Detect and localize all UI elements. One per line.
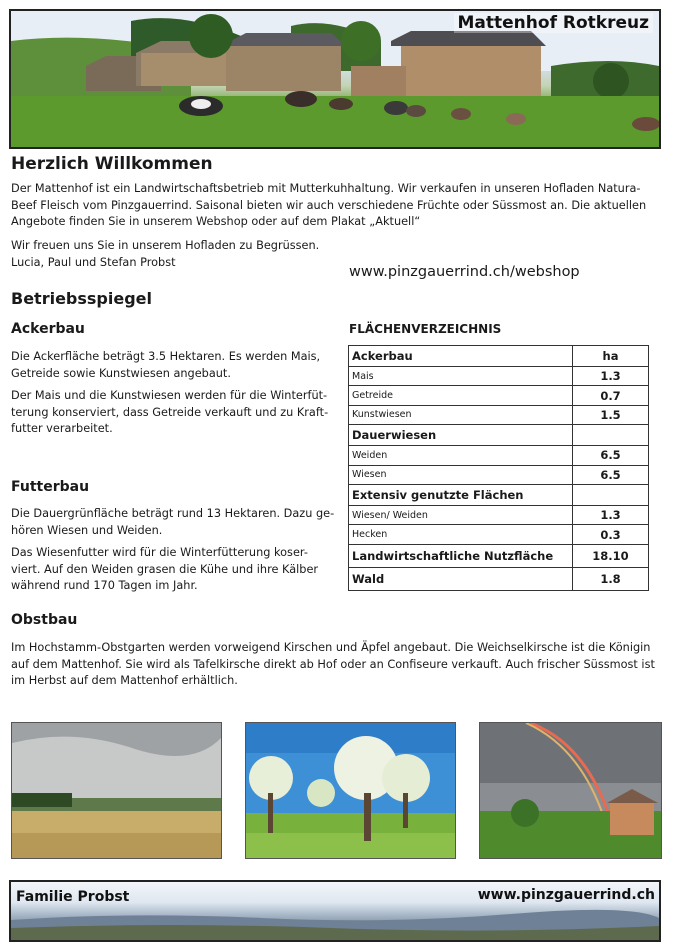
ackerbau-heading: Ackerbau: [11, 321, 85, 337]
greeting-signature: Lucia, Paul und Stefan Probst: [11, 255, 176, 269]
ackerbau-line: Getreide sowie Kunstwiesen angebaut.: [11, 366, 231, 380]
row-value: 18.10: [573, 544, 649, 567]
table-total-row: [349, 544, 649, 567]
table-row: [349, 525, 649, 544]
obstbau-text: [11, 640, 661, 690]
row-label: Wiesen: [349, 465, 573, 484]
intro-line: Angebote finden Sie in unserem Webshop oder auf dem Plakat „Aktuell“: [11, 215, 421, 228]
obstbau-line: Im Hochstamm-Obstgarten werden vorweigend Kirschen und Äpfel angebaut. Die Weichselkirsche ist die Königin: [11, 641, 651, 654]
betriebsspiegel-heading: Betriebsspiegel: [11, 289, 152, 308]
ackerbau-line: Die Ackerfläche beträgt 3.5 Hektaren. Es werden Mais,: [11, 350, 321, 363]
row-value: 1.3: [573, 367, 649, 386]
futterbau-line: viert. Auf den Weiden grasen die Kühe und ihre Kälber: [11, 562, 319, 576]
ackerbau-text: [11, 349, 341, 438]
futterbau-heading: Futterbau: [11, 479, 90, 495]
footer-url[interactable]: www.pinzgauerrind.ch: [477, 887, 655, 903]
row-label: Kunstwiesen: [349, 405, 573, 424]
row-value: 0.3: [573, 525, 649, 544]
header-banner: [9, 9, 661, 149]
table-header-row: [349, 346, 649, 367]
row-value: 6.5: [573, 446, 649, 465]
table-row: [349, 405, 649, 424]
row-label: Wiesen/ Weiden: [349, 505, 573, 524]
row-label: Dauerwiesen: [349, 425, 573, 446]
site-title: Mattenhof Rotkreuz: [454, 13, 653, 33]
table-row: [349, 446, 649, 465]
wheat-field-photo-icon: [11, 722, 222, 859]
table-row: [349, 465, 649, 484]
intro-paragraph: [11, 181, 661, 231]
row-value: [573, 484, 649, 505]
ackerbau-line: terung konserviert, dass Getreide verkauft und zu Kraft-: [11, 405, 329, 419]
webshop-link[interactable]: www.pinzgauerrind.ch/webshop: [349, 264, 580, 280]
rainbow-photo-icon: [479, 722, 662, 859]
row-value: 1.3: [573, 505, 649, 524]
intro-line: Der Mattenhof ist ein Landwirtschaftsbetrieb mit Mutterkuhhaltung. Wir verkaufen in unseren Hofladen Natura-: [11, 182, 641, 195]
row-value: 1.8: [573, 567, 649, 590]
footer-banner: [9, 880, 661, 942]
row-label: Mais: [349, 367, 573, 386]
welcome-heading: Herzlich Willkommen: [11, 154, 213, 174]
table-total-row: [349, 567, 649, 590]
intro-line: Beef Fleisch vom Pinzgauerrind. Saisonal bieten wir auch verschiedene Früchte oder Süssmost an. Die aktuellen: [11, 198, 647, 212]
row-label: Getreide: [349, 386, 573, 405]
row-value: [573, 425, 649, 446]
table-group-row: [349, 425, 649, 446]
futterbau-line: während rund 170 Tagen im Jahr.: [11, 579, 198, 592]
table-header-unit: ha: [573, 346, 649, 367]
footer-name: Familie Probst: [16, 889, 130, 905]
ackerbau-line: futter verarbeitet.: [11, 422, 113, 435]
flaechen-heading: FLÄCHENVERZEICHNIS: [349, 322, 502, 336]
row-label: Extensiv genutzte Flächen: [349, 484, 573, 505]
row-label: Wald: [349, 567, 573, 590]
row-label: Weiden: [349, 446, 573, 465]
futterbau-line: hören Wiesen und Weiden.: [11, 523, 163, 537]
futterbau-line: Die Dauergrünfläche beträgt rund 13 Hektaren. Dazu ge-: [11, 507, 335, 520]
obstbau-heading: Obstbau: [11, 612, 78, 628]
futterbau-text: [11, 506, 341, 595]
futterbau-line: Das Wiesenfutter wird für die Winterfütterung koser-: [11, 546, 308, 559]
ackerbau-line: Der Mais und die Kunstwiesen werden für die Winterfüt-: [11, 389, 328, 402]
table-group-row: [349, 484, 649, 505]
row-label: Hecken: [349, 525, 573, 544]
flaechen-table: [348, 345, 649, 591]
greeting-line: Wir freuen uns Sie in unserem Hofladen zu Begrüssen.: [11, 239, 320, 252]
obstbau-line: im Herbst auf dem Mattenhof erhältlich.: [11, 674, 238, 687]
row-value: 6.5: [573, 465, 649, 484]
table-row: [349, 505, 649, 524]
greeting: [11, 238, 351, 271]
obstbau-line: auf dem Mattenhof. Sie wird als Tafelkirsche direkt ab Hof oder an Confiseure verkauft. Auch frischer Süssmost ist: [11, 657, 655, 671]
row-value: 1.5: [573, 405, 649, 424]
table-row: [349, 386, 649, 405]
row-label: Landwirtschaftliche Nutzfläche: [349, 544, 573, 567]
table-row: [349, 367, 649, 386]
table-header-label: Ackerbau: [349, 346, 573, 367]
row-value: 0.7: [573, 386, 649, 405]
orchard-photo-icon: [245, 722, 456, 859]
